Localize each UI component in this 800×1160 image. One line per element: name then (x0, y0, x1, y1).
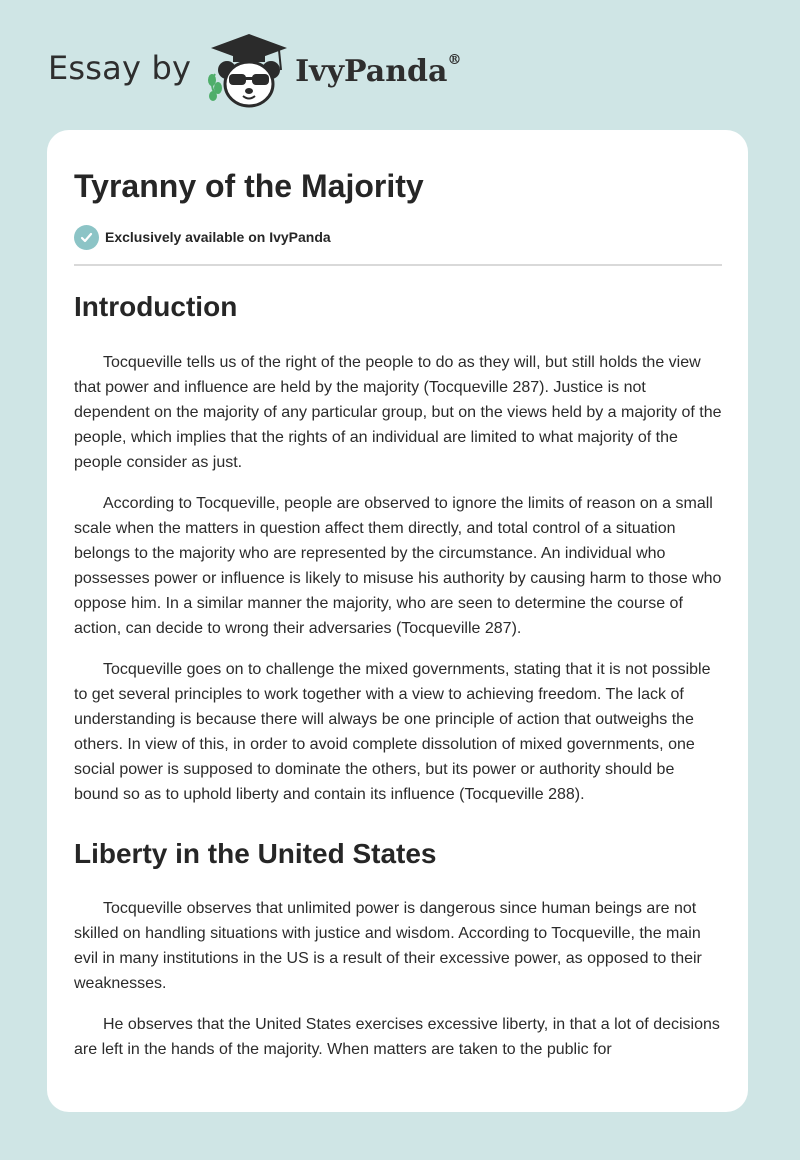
section-introduction (74, 290, 722, 807)
essay-by-label: Essay by (48, 49, 192, 87)
section-heading: Introduction (74, 291, 238, 322)
paragraph: Tocqueville observes that unlimited power is dangerous since human beings are not skilled on handling situations with justice and wisdom. According to Tocqueville, the main evil in many institutions in the US is a result of their excessive power, as opposed to their weaknesses. (74, 900, 702, 992)
section-liberty (74, 837, 722, 1062)
registered-mark: ® (447, 51, 462, 68)
brand-text: IvyPanda (295, 53, 448, 89)
exclusive-badge (74, 224, 722, 250)
divider (74, 264, 722, 266)
brand-name[interactable] (295, 51, 462, 89)
exclusive-badge-text: Exclusively available on IvyPanda (105, 229, 331, 245)
panda-graduate-icon[interactable] (205, 30, 293, 110)
paragraph: Tocqueville tells us of the right of the people to do as they will, but still holds the view that power and influence are held by the majority (Tocqueville 287). Justice is not dependent on the majority of any particular group, but on the views held by a majority of the people, which implies that the rights of an individual are limited to what majority of the people consider as just. (74, 354, 722, 471)
page-title: Tyranny of the Majority (74, 168, 424, 204)
paragraph: Tocqueville goes on to challenge the mixed governments, stating that it is not possible to get several principles to work together with a view to achieving freedom. The lack of understanding is because there will always be one principle of action that outweighs the others. In view of this, in order to avoid complete dissolution of mixed governments, one social power is supposed to dominate the others, but its power or authority should be bound so as to uphold liberty and contain its influence (Tocqueville 288). (74, 661, 711, 803)
section-heading: Liberty in the United States (74, 838, 437, 869)
essay-card (47, 130, 748, 1112)
check-icon (74, 225, 99, 250)
paragraph: According to Tocqueville, people are observed to ignore the limits of reason on a small scale when the matters in question affect them directly, and total control of a situation belongs to the majority who are represented by the circumstance. An individual who possesses power or influence is likely to misuse his authority by causing harm to those who oppose him. In a similar manner the majority, who are seen to determine the course of action, can decide to wrong their adversaries (Tocqueville 287). (74, 495, 722, 637)
site-header (48, 30, 461, 110)
paragraph: He observes that the United States exercises excessive liberty, in that a lot of decisions are left in the hands of the majority. When matters are taken to the public for (74, 1016, 720, 1058)
